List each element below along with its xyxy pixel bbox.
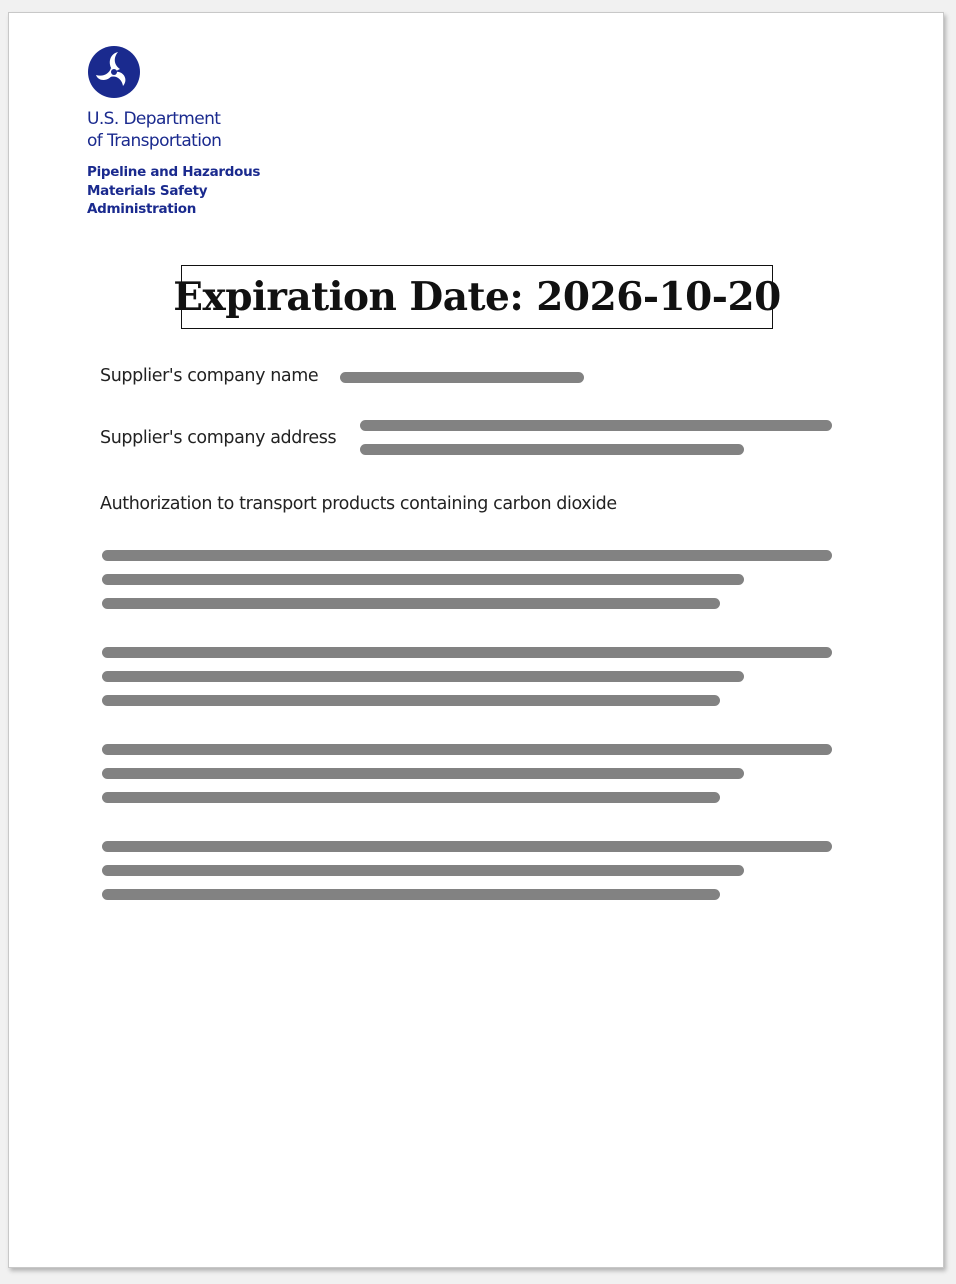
- supplier-name-redacted-bar: [340, 372, 584, 383]
- expiration-date-title: Expiration Date: 2026-10-20: [173, 274, 781, 320]
- paragraph-4-line-1: [102, 841, 832, 852]
- paragraph-4-line-3: [102, 889, 720, 900]
- paragraph-1-line-3: [102, 598, 720, 609]
- paragraph-3-line-3: [102, 792, 720, 803]
- supplier-address-redacted-bar-1: [360, 420, 832, 431]
- supplier-address-redacted-bar-2: [360, 444, 744, 455]
- paragraph-2-line-2: [102, 671, 744, 682]
- administration-line-3: Administration: [87, 201, 197, 217]
- administration-line-2: Materials Safety: [87, 182, 208, 199]
- department-line-1: U.S. Department: [87, 109, 221, 129]
- paragraph-1-line-2: [102, 574, 744, 585]
- paragraph-3-line-2: [102, 768, 744, 779]
- department-line-2: of Transportation: [87, 131, 222, 151]
- expiration-box: [173, 265, 781, 329]
- administration-name: [87, 163, 260, 219]
- paragraph-3-line-1: [102, 744, 832, 755]
- paragraph-4-line-2: [102, 865, 744, 876]
- administration-line-1: Pipeline and Hazardous: [87, 164, 261, 180]
- paragraph-2-line-1: [102, 647, 832, 658]
- dot-triskelion-logo-icon: [87, 45, 141, 99]
- document-page: [8, 12, 944, 1268]
- paragraph-2-line-3: [102, 695, 720, 706]
- supplier-address-label: Supplier's company address: [100, 428, 337, 448]
- department-name: [87, 108, 221, 152]
- paragraph-1-line-1: [102, 550, 832, 561]
- supplier-name-label: Supplier's company name: [100, 366, 319, 386]
- authorization-heading: Authorization to transport products containing carbon dioxide: [100, 494, 617, 514]
